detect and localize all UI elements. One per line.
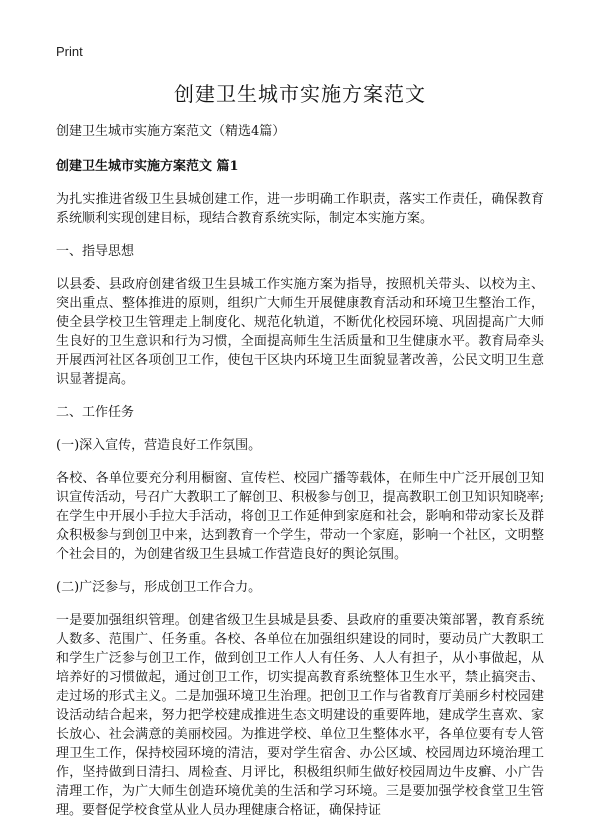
heading-work-tasks: 二、工作任务 <box>56 405 135 420</box>
paragraph-publicity: 各校、各单位要充分利用橱窗、宣传栏、校园广播等载体，在师生中广泛开展创卫知识宣传活动，号召广大教职工了解创卫、积极参与创卫，提高教职工创卫知识知晓率;在学生中开展小手拉大手活动，将创卫工作延伸到家庭和社会，影响和带动家长及群众积极参与到创卫中来，达到教育一个学生，带动一个家庭，影响一个社区，文明整个社会目的，为创建省级卫生县城工作营造良好的舆论氛围。 <box>56 471 544 562</box>
document-subtitle: 创建卫生城市实施方案范文（精选4篇） <box>56 124 286 139</box>
paragraph-participation: 一是要加强组织管理。创建省级卫生县城是县委、县政府的重要决策部署，教育系统人数多、范围广、任务重。各校、各单位在加强组织建设的同时，要动员广大教职工和学生广泛参与创卫工作，做到创卫工作人人有任务、人人有担子，从小事做起，从培养好的习惯做起，通过创卫工作，切实提高教育系统整体卫生水平，禁止搞突击、走过场的形式主义。二是加强环境卫生治理。把创卫工作与省教育厅美丽乡村校园建设活动结合起来，努力把学校建成推进生态文明建设的重要阵地，建成学生喜欢、家长放心、社会满意的美丽校园。为推进学校、单位卫生整体水平，各单位要有专人管理卫生工作，保持校园环境的清洁，要对学生宿舍、办公区域、校园周边环境治理工作，坚持做到日清扫、周检查、月评比，积极组织师生做好校园周边牛皮癣、小广告清理工作，为广大师生创造环境优美的生活和学习环境。三是要加强学校食堂卫生管理。要督促学校食堂从业人员办理健康合格证，确保持证 <box>56 613 544 818</box>
paragraph-guiding-thought: 以县委、县政府创建省级卫生县城工作实施方案为指导，按照机关带头、以校为主、突出重点、整体推进的原则，组织广大师生开展健康教育活动和环境卫生整治工作，使全县学校卫生管理走上制度化、规范化轨道，不断优化校园环境、巩固提高广大师生良好的卫生意识和行为习惯，全面提高师生生活质量和卫生健康水平。教育局牵头开展西河社区各项创卫工作，使包干区块内环境卫生面貌显著改善，公民文明卫生意识显著提高。 <box>56 277 544 387</box>
document-body <box>56 122 544 820</box>
subheading-publicity: (一)深入宣传，营造良好工作氛围。 <box>56 438 262 453</box>
document-title: 创建卫生城市实施方案范文 <box>174 82 426 106</box>
paragraph-intro: 为扎实推进省级卫生县城创建工作，进一步明确工作职责，落实工作责任，确保教育系统顺利实现创建目标，现结合教育系统实际，制定本实施方案。 <box>56 192 544 226</box>
print-label: Print <box>56 44 83 59</box>
subheading-participation: (二)广泛参与，形成创卫工作合力。 <box>56 580 262 595</box>
section-title: 创建卫生城市实施方案范文 篇1 <box>56 159 239 174</box>
heading-guiding-thought: 一、指导思想 <box>56 244 135 259</box>
